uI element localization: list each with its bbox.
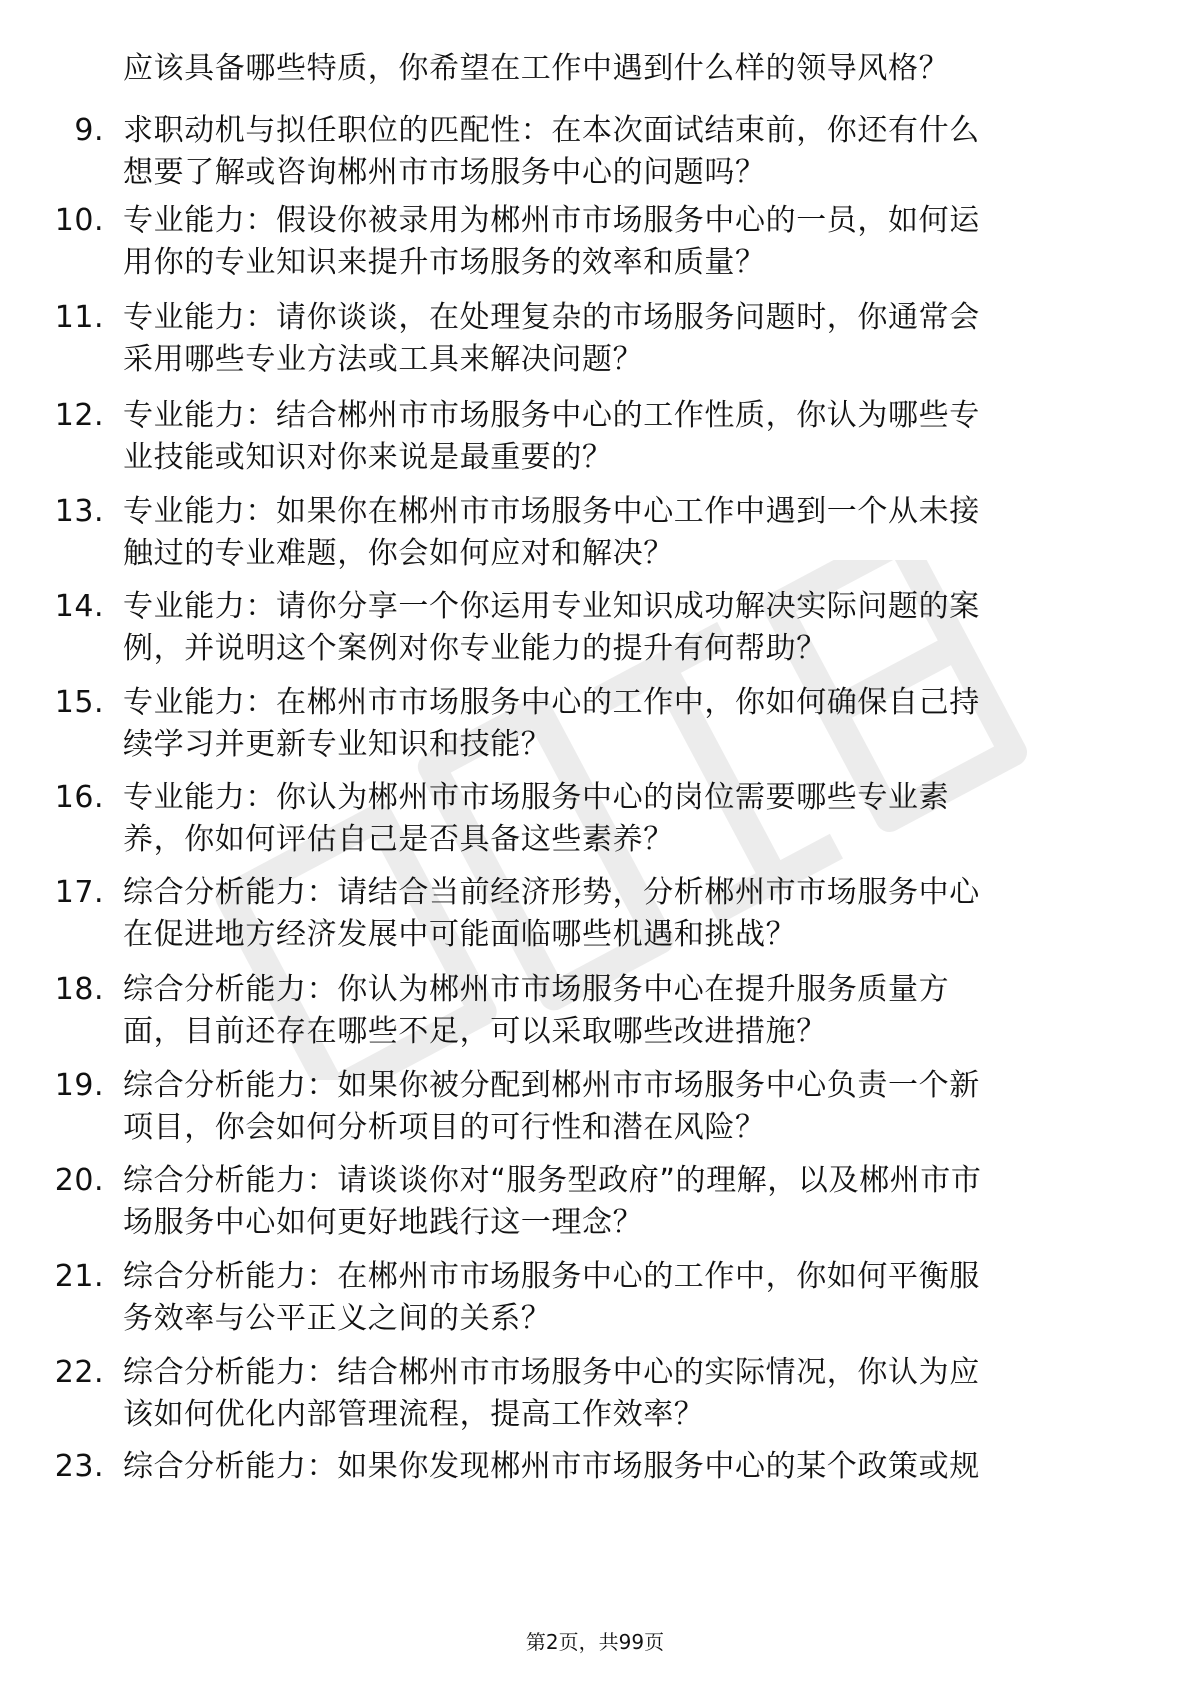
- question-text-line-1: 专业能力：假设你被录用为郴州市市场服务中心的一员，如何运: [123, 203, 980, 238]
- question-number: 10.: [54, 203, 104, 238]
- question-text-line-1: 综合分析能力：请结合当前经济形势，分析郴州市市场服务中心: [123, 875, 980, 910]
- question-text-line-1: 综合分析能力：在郴州市市场服务中心的工作中，你如何平衡服: [123, 1259, 980, 1294]
- question-number: 9.: [74, 113, 104, 148]
- question-number: 22.: [54, 1355, 104, 1390]
- question-number: 14.: [54, 589, 104, 624]
- question-text-line-2: 例，并说明这个案例对你专业能力的提升有何帮助？: [123, 631, 827, 666]
- question-text-line-2: 用你的专业知识来提升市场服务的效率和质量？: [123, 245, 766, 280]
- question-number: 20.: [54, 1163, 104, 1198]
- question-text-line-2: 在促进地方经济发展中可能面临哪些机遇和挑战？: [123, 917, 797, 952]
- question-number: 12.: [54, 398, 104, 433]
- question-text-line-2: 采用哪些专业方法或工具来解决问题？: [123, 342, 644, 377]
- question-text-line-1: 综合分析能力：结合郴州市市场服务中心的实际情况，你认为应: [123, 1355, 980, 1390]
- question-number: 23.: [54, 1449, 104, 1484]
- question-text-line-1: 专业能力：结合郴州市市场服务中心的工作性质，你认为哪些专: [123, 398, 980, 433]
- question-text-line-1: 专业能力：如果你在郴州市市场服务中心工作中遇到一个从未接: [123, 494, 980, 529]
- question-text-line-1: 求职动机与拟任职位的匹配性：在本次面试结束前，你还有什么: [123, 113, 980, 148]
- question-text-line-1: 专业能力：请你谈谈，在处理复杂的市场服务问题时，你通常会: [123, 300, 980, 335]
- question-text-line-2: 面，目前还存在哪些不足，可以采取哪些改进措施？: [123, 1014, 827, 1049]
- question-text-line-1: 专业能力：你认为郴州市市场服务中心的岗位需要哪些专业素: [123, 780, 950, 815]
- question-text-line-2: 想要了解或咨询郴州市市场服务中心的问题吗？: [123, 155, 766, 190]
- question-number: 11.: [54, 300, 104, 335]
- question-number: 15.: [54, 685, 104, 720]
- question-number: 19.: [54, 1068, 104, 1103]
- question-text-line-1: 综合分析能力：请谈谈你对“服务型政府”的理解，以及郴州市市: [123, 1163, 982, 1198]
- question-text-line-2: 续学习并更新专业知识和技能？: [123, 727, 552, 762]
- question-text-line-2: 项目，你会如何分析项目的可行性和潜在风险？: [123, 1110, 766, 1145]
- question-text-line-2: 养，你如何评估自己是否具备这些素养？: [123, 822, 674, 857]
- question-number: 13.: [54, 494, 104, 529]
- question-text-line-1: 综合分析能力：如果你发现郴州市市场服务中心的某个政策或规: [123, 1449, 980, 1484]
- page-number-footer: 第2页，共99页: [525, 1630, 665, 1654]
- question-text-line-2: 触过的专业难题，你会如何应对和解决？: [123, 536, 674, 571]
- question-text-line-2: 业技能或知识对你来说是最重要的？: [123, 440, 613, 475]
- question-text-line-1: 专业能力：在郴州市市场服务中心的工作中，你如何确保自己持: [123, 685, 980, 720]
- question-text-line-1: 综合分析能力：如果你被分配到郴州市市场服务中心负责一个新: [123, 1068, 980, 1103]
- question-number: 18.: [54, 972, 104, 1007]
- continuation-text-line: 应该具备哪些特质，你希望在工作中遇到什么样的领导风格？: [123, 51, 950, 86]
- question-number: 21.: [54, 1259, 104, 1294]
- question-text-line-1: 专业能力：请你分享一个你运用专业知识成功解决实际问题的案: [123, 589, 980, 624]
- question-number: 16.: [54, 780, 104, 815]
- question-text-line-2: 该如何优化内部管理流程，提高工作效率？: [123, 1397, 705, 1432]
- question-text-line-2: 场服务中心如何更好地践行这一理念？: [123, 1205, 644, 1240]
- question-text-line-2: 务效率与公平正义之间的关系？: [123, 1301, 552, 1336]
- question-text-line-1: 综合分析能力：你认为郴州市市场服务中心在提升服务质量方: [123, 972, 950, 1007]
- question-number: 17.: [54, 875, 104, 910]
